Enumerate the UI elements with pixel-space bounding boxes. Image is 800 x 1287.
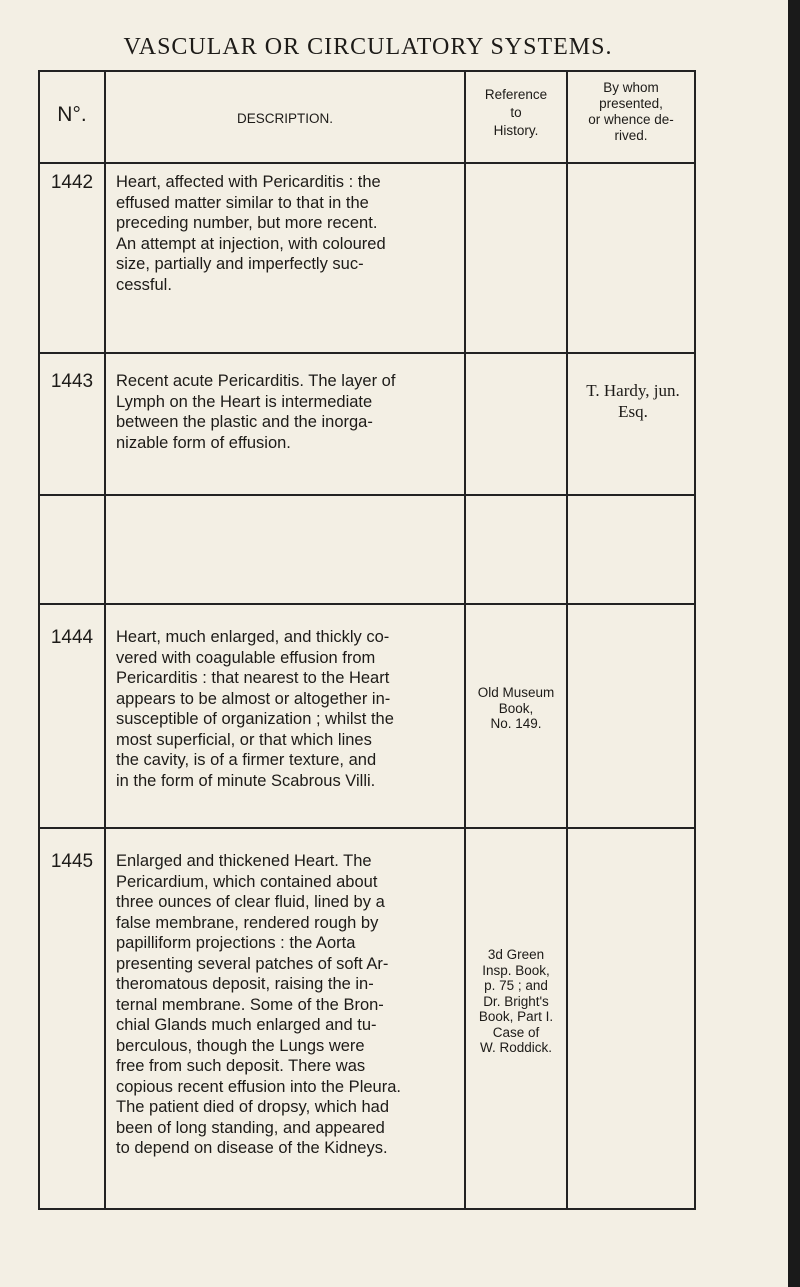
header-number: N°. <box>57 103 87 126</box>
table-bottom-rule <box>38 1208 696 1210</box>
header-reference: Reference to History. <box>484 87 548 138</box>
col-rule-right <box>694 70 696 1210</box>
table-top-rule <box>38 70 696 72</box>
row-rule-1443 <box>38 494 696 496</box>
row-number-1443: 1443 <box>50 371 94 392</box>
header-donor: By whom presented, or whence de- rived. <box>588 80 674 143</box>
row-description-1444: Heart, much enlarged, and thickly co- vered with coagulable effusion from Pericarditis : that nearest to the Heart appears to be almost or altogether in- susceptible of organization ; whilst the most superficial, or that which lines the cavity, is of a firmer texture, and in the form of minute Scabrous Villi. <box>116 628 394 790</box>
row-reference-1445: 3d Green Insp. Book, p. 75 ; and Dr. Bright's Book, Part I. Case of W. Roddick. <box>478 947 554 1055</box>
row-rule-blank <box>38 603 696 605</box>
header-bottom-rule <box>38 162 696 164</box>
col-rule-number <box>104 70 106 1210</box>
col-rule-reference <box>566 70 568 1210</box>
row-description-1445: Enlarged and thickened Heart. The Pericardium, which contained about three ounces of clear fluid, lined by a false membrane, rendered rough by papilliform projections : the Aorta presenting several patches of soft Ar- theromatous deposit, raising the in- ternal membrane. Some of the Bron- chial Glands much enlarged and tu- berculous, though the Lungs were free from such deposit. There was copious recent effusion into the Pleura. The patient died of dropsy, which had been of long standing, and appeared to depend on disease of the Kidneys. <box>116 852 401 1157</box>
row-number-1444: 1444 <box>50 627 94 648</box>
page-title: VASCULAR OR CIRCULATORY SYSTEMS. <box>123 34 613 60</box>
row-reference-1444: Old Museum Book, No. 149. <box>477 685 555 731</box>
row-description-1442: Heart, affected with Pericarditis : the effused matter similar to that in the preceding number, but more recent. An attempt at injection, with coloured size, partially and imperfectly suc- cessful. <box>116 173 386 294</box>
row-description-1443: Recent acute Pericarditis. The layer of Lymph on the Heart is intermediate between the plastic and the inorga- nizable form of effusion. <box>116 372 396 452</box>
page-edge-shadow <box>788 0 800 1287</box>
row-number-1442: 1442 <box>50 172 94 193</box>
row-rule-1442 <box>38 352 696 354</box>
row-rule-1444 <box>38 827 696 829</box>
row-donor-1443: T. Hardy, jun. Esq. <box>586 381 680 421</box>
header-description: DESCRIPTION. <box>236 111 333 126</box>
row-number-1445: 1445 <box>50 851 94 872</box>
